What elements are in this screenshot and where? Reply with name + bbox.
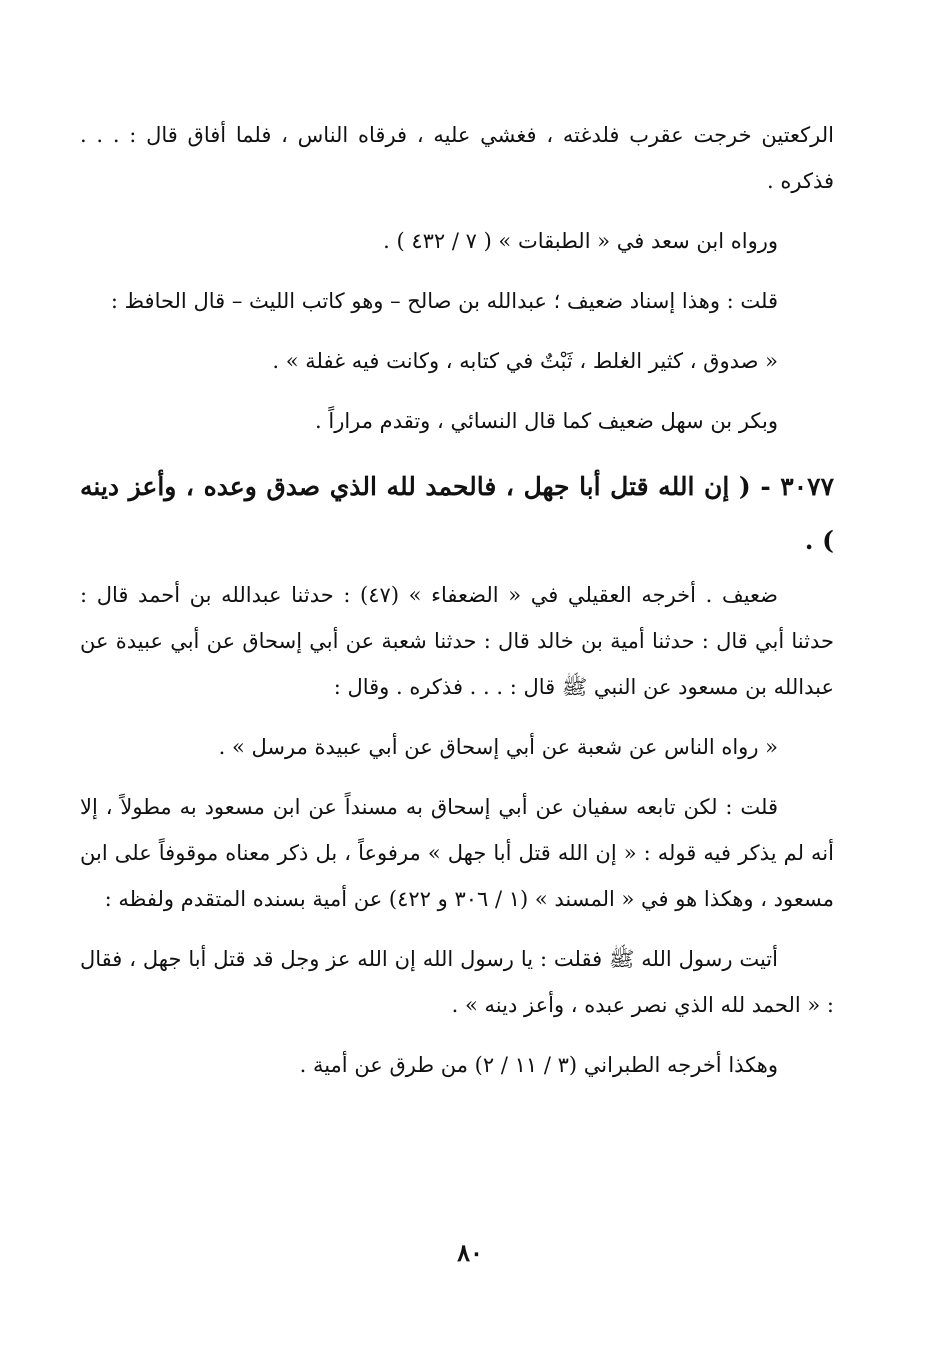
paragraph-ibn-saad: ورواه ابن سعد في « الطبقات » ( ٧ / ٤٣٢ ) .: [383, 229, 778, 253]
paragraph-tabarani: وهكذا أخرجه الطبراني (٣ / ١١ / ٢) من طرق عن أمية .: [299, 1053, 778, 1077]
quote-hafiz: « صدوق ، كثير الغلط ، ثَبْتٌ في كتابه ، وكانت فيه غفلة » .: [272, 349, 778, 373]
paragraph-hadith-text: أتيت رسول الله ﷺ فقلت : يا رسول الله إن الله عز وجل قد قتل أبا جهل ، فقال : « الحمد لله الذي نصر عبده ، وأعز دينه » .: [80, 947, 834, 1017]
paragraph-bakr: وبكر بن سهل ضعيف كما قال النسائي ، وتقدم مراراً .: [315, 409, 778, 433]
hadith-heading: ٣٠٧٧ - ( إن الله قتل أبا جهل ، فالحمد لله الذي صدق وعده ، وأعز دينه ) .: [80, 472, 834, 555]
quote-aqili: « رواه الناس عن شعبة عن أبي إسحاق عن أبي عبيدة مرسل » .: [218, 735, 778, 759]
document-page: [80, 112, 834, 1297]
paragraph-isnad-weak: قلت : وهذا إسناد ضعيف ؛ عبدالله بن صالح – وهو كاتب الليث – قال الحافظ :: [110, 289, 778, 313]
paragraph-continuation: الركعتين خرجت عقرب فلدغته ، فغشي عليه ، فرقاه الناس ، فلما أفاق قال : . . . فذكره .: [80, 123, 834, 193]
page-number: ٨٠: [457, 1238, 483, 1267]
paragraph-sufyan: قلت : لكن تابعه سفيان عن أبي إسحاق به مسنداً عن ابن مسعود به مطولاً ، إلا أنه لم يذكر فيه قوله : « إن الله قتل أبا جهل » مرفوعاً ، بل ذكر معناه موقوفاً على ابن مسعود ، وهكذا هو في « المسند » (١ / ٣٠٦ و ٤٢٢) عن أمية بسنده المتقدم ولفظه :: [80, 795, 834, 911]
paragraph-aqili: ضعيف . أخرجه العقيلي في « الضعفاء » (٤٧) : حدثنا عبدالله بن أحمد قال : حدثنا أبي قال : حدثنا أمية بن خالد قال : حدثنا شعبة عن أبي إسحاق عن أبي عبيدة عن عبدالله بن مسعود عن النبي ﷺ قال : . . . فذكره . وقال :: [80, 583, 834, 699]
